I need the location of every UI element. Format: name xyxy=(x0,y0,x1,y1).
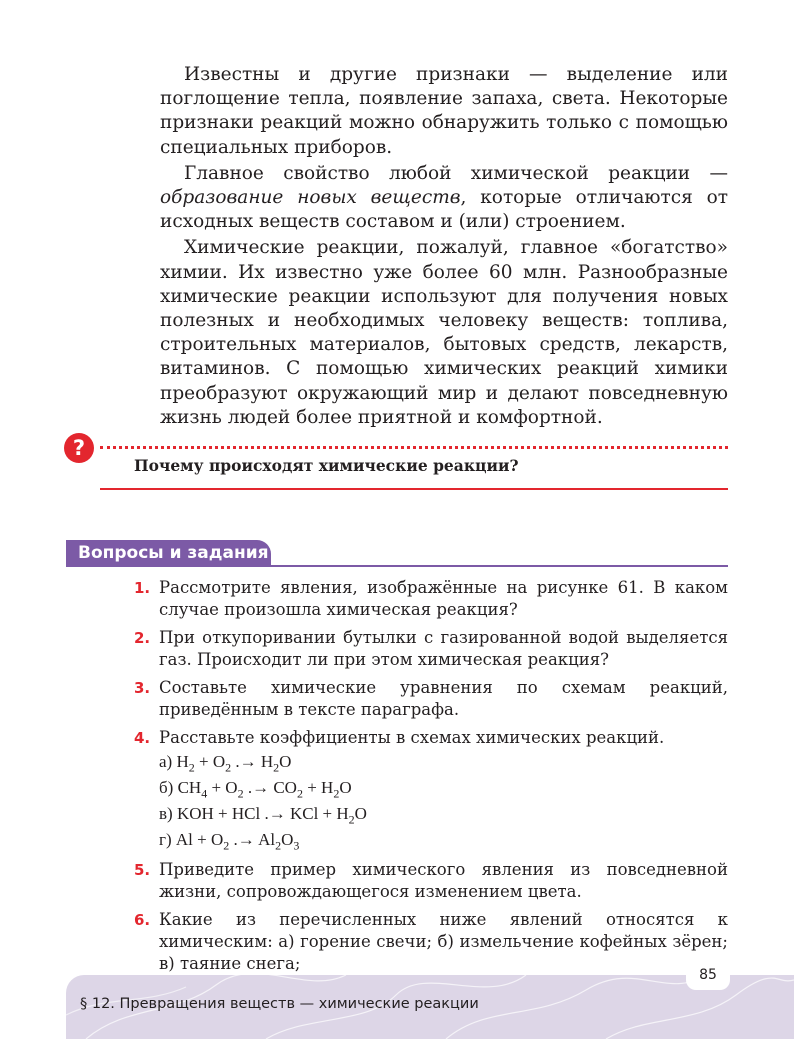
task-item-1 xyxy=(134,577,728,621)
formula-a: а) $H_2 + O_2$ .→ $H_2O$ xyxy=(159,752,292,775)
task-text: Составьте химические уравнения по схемам реакций, приведённым в тексте параграфа. xyxy=(159,678,728,719)
paragraph-2: Главное свойство любой химической реакции — образование новых веществ, которые отличаются от исходных веществ составом и (или) строением. xyxy=(160,162,728,233)
review-question: Почему происходят химические реакции? xyxy=(134,456,519,475)
formula-b: б) $CH_4 + O_2$ .→ $CO_2 + H_2O$ xyxy=(159,778,352,801)
body-text xyxy=(160,63,728,432)
task-item-2 xyxy=(134,627,728,671)
task-text: При откупоривании бутылки с газированной водой выделяется газ. Происходит ли при этом химическая реакция? xyxy=(159,628,728,669)
task-number: 1. xyxy=(134,579,151,597)
dotted-divider xyxy=(100,446,728,449)
task-number: 6. xyxy=(134,911,151,929)
task-item-3 xyxy=(134,677,728,721)
task-number: 2. xyxy=(134,629,151,647)
page-number: 85 xyxy=(686,960,730,990)
emphasis-text: образование новых веществ xyxy=(160,187,461,209)
task-number: 5. xyxy=(134,861,151,879)
chapter-footer: § 12. Превращения веществ — химические реакции xyxy=(80,996,479,1012)
section-title: Вопросы и задания xyxy=(66,540,271,566)
red-divider xyxy=(100,488,728,490)
question-icon: ? xyxy=(64,433,94,463)
task-text: Приведите пример химического явления из повседневной жизни, сопровождающегося изменением цвета. xyxy=(159,860,728,901)
formula-d: г) $Al + O_2$ .→ $Al_2O_3$ xyxy=(159,830,300,853)
task-list xyxy=(134,577,728,981)
task-number: 3. xyxy=(134,679,151,697)
formula-c: в) KOH + HCl .→ KCl + $H_2O$ xyxy=(159,804,367,827)
section-underline xyxy=(66,565,728,567)
task-text: Какие из перечисленных ниже явлений относятся к химическим: а) горение свечи; б) измельчение кофейных зёрен; в) таяние снега; xyxy=(159,910,728,973)
task-item-5 xyxy=(134,859,728,903)
task-number: 4. xyxy=(134,729,151,747)
paragraph-3: Химические реакции, пожалуй, главное «богатство» химии. Их известно уже более 60 млн. Разнообразные химические реакции используют для получения новых полезных и необходимых человеку веществ: топлива, строительных материалов, бытовых средств, лекарств, витаминов. С помощью химических реакций химики преобразуют окружающий мир и делают повседневную жизнь людей более приятной и комфортной. xyxy=(160,237,728,428)
task-item-4 xyxy=(134,727,728,853)
task-text: Расставьте коэффициенты в схемах химических реакций. xyxy=(159,728,665,747)
task-text: Рассмотрите явления, изображённые на рисунке 61. В каком случае произошла химическая реакция? xyxy=(159,578,728,619)
paragraph-1: Известны и другие признаки — выделение или поглощение тепла, появление запаха, света. Некоторые признаки реакций можно обнаружить только с помощью специальных приборов. xyxy=(160,64,728,158)
task-item-6 xyxy=(134,909,728,975)
